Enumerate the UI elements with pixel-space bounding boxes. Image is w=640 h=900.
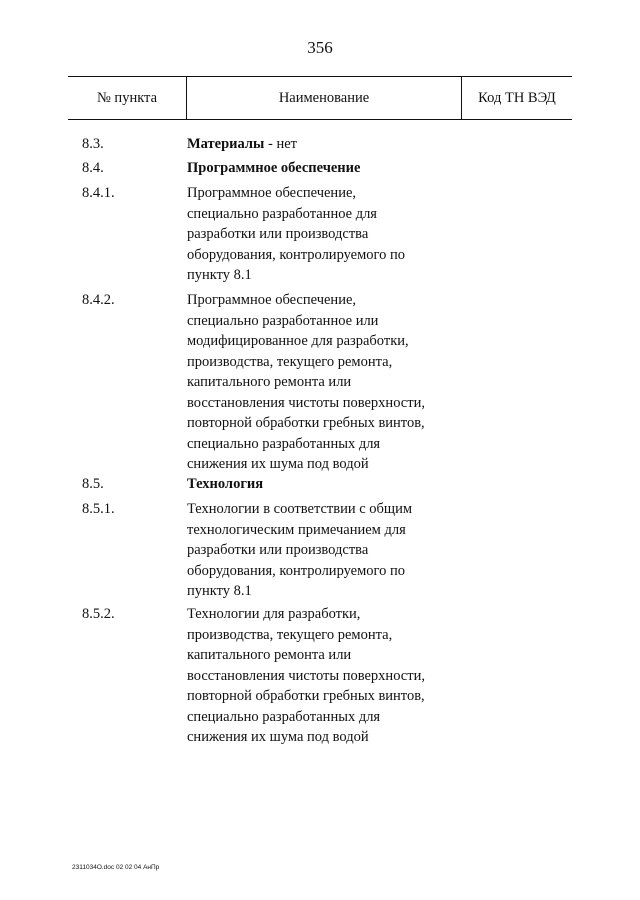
text-line: разработки или производства	[187, 542, 369, 558]
item-text	[187, 474, 477, 495]
text-line: снижения их шума под водой	[187, 456, 369, 472]
text-line: пункту 8.1	[187, 267, 252, 283]
item-number: 8.4.2.	[82, 292, 115, 308]
text-line: специально разработанных для	[187, 435, 381, 452]
item-heading: Программное обеспечение	[187, 160, 361, 176]
item-number: 8.5.	[82, 476, 104, 492]
text-line: технологическим примечанием для	[187, 521, 406, 538]
header-code: Код ТН ВЭД	[478, 90, 556, 106]
text-line: восстановления чистоты поверхности,	[187, 667, 425, 684]
text-line: производства, текущего ремонта,	[187, 626, 393, 643]
item-text	[187, 158, 477, 179]
header-name: Наименование	[186, 77, 462, 119]
text-line: Программное обеспечение,	[187, 292, 357, 308]
item-number: 8.4.	[82, 160, 104, 176]
text-line: специально разработанное для	[187, 205, 377, 222]
text-line: Технологии в соответствии с общим	[187, 501, 413, 517]
text-line: Технологии для разработки,	[187, 606, 361, 622]
item-number: 8.5.1.	[82, 501, 115, 517]
item-heading: Технология	[187, 476, 264, 492]
text-line: специально разработанное или	[187, 312, 379, 329]
item-text	[187, 290, 477, 475]
item-number: 8.4.1.	[82, 185, 115, 201]
header-item-number: № пункта	[96, 90, 158, 106]
text-line: модифицированное для разработки,	[187, 333, 409, 349]
text-line: пункту 8.1	[187, 583, 252, 599]
text-line: оборудования, контролируемого по	[187, 246, 406, 263]
item-number: 8.3.	[82, 136, 104, 152]
item-number: 8.5.2.	[82, 606, 115, 622]
page-number: 356	[307, 38, 333, 57]
text-line: оборудования, контролируемого по	[187, 562, 406, 579]
item-heading: Материалы	[187, 136, 265, 152]
item-suffix: - нет	[264, 136, 297, 152]
item-text	[187, 499, 477, 602]
text-line: производства, текущего ремонта,	[187, 353, 393, 370]
text-line: капитального ремонта или	[187, 647, 352, 663]
text-line: специально разработанных для	[187, 708, 381, 725]
footer-file-reference: 2311034О.doc 02 02 04 АнПр	[72, 864, 160, 871]
text-line: восстановления чистоты поверхности,	[187, 394, 425, 411]
text-line: капитального ремонта или	[187, 374, 352, 390]
text-line: Программное обеспечение,	[187, 185, 357, 201]
item-text	[187, 134, 477, 155]
item-text	[187, 183, 477, 286]
item-text	[187, 604, 477, 748]
text-line: повторной обработки гребных винтов,	[187, 688, 425, 704]
text-line: разработки или производства	[187, 226, 369, 242]
text-line: снижения их шума под водой	[187, 729, 369, 745]
text-line: повторной обработки гребных винтов,	[187, 415, 425, 431]
table-header	[68, 76, 572, 120]
